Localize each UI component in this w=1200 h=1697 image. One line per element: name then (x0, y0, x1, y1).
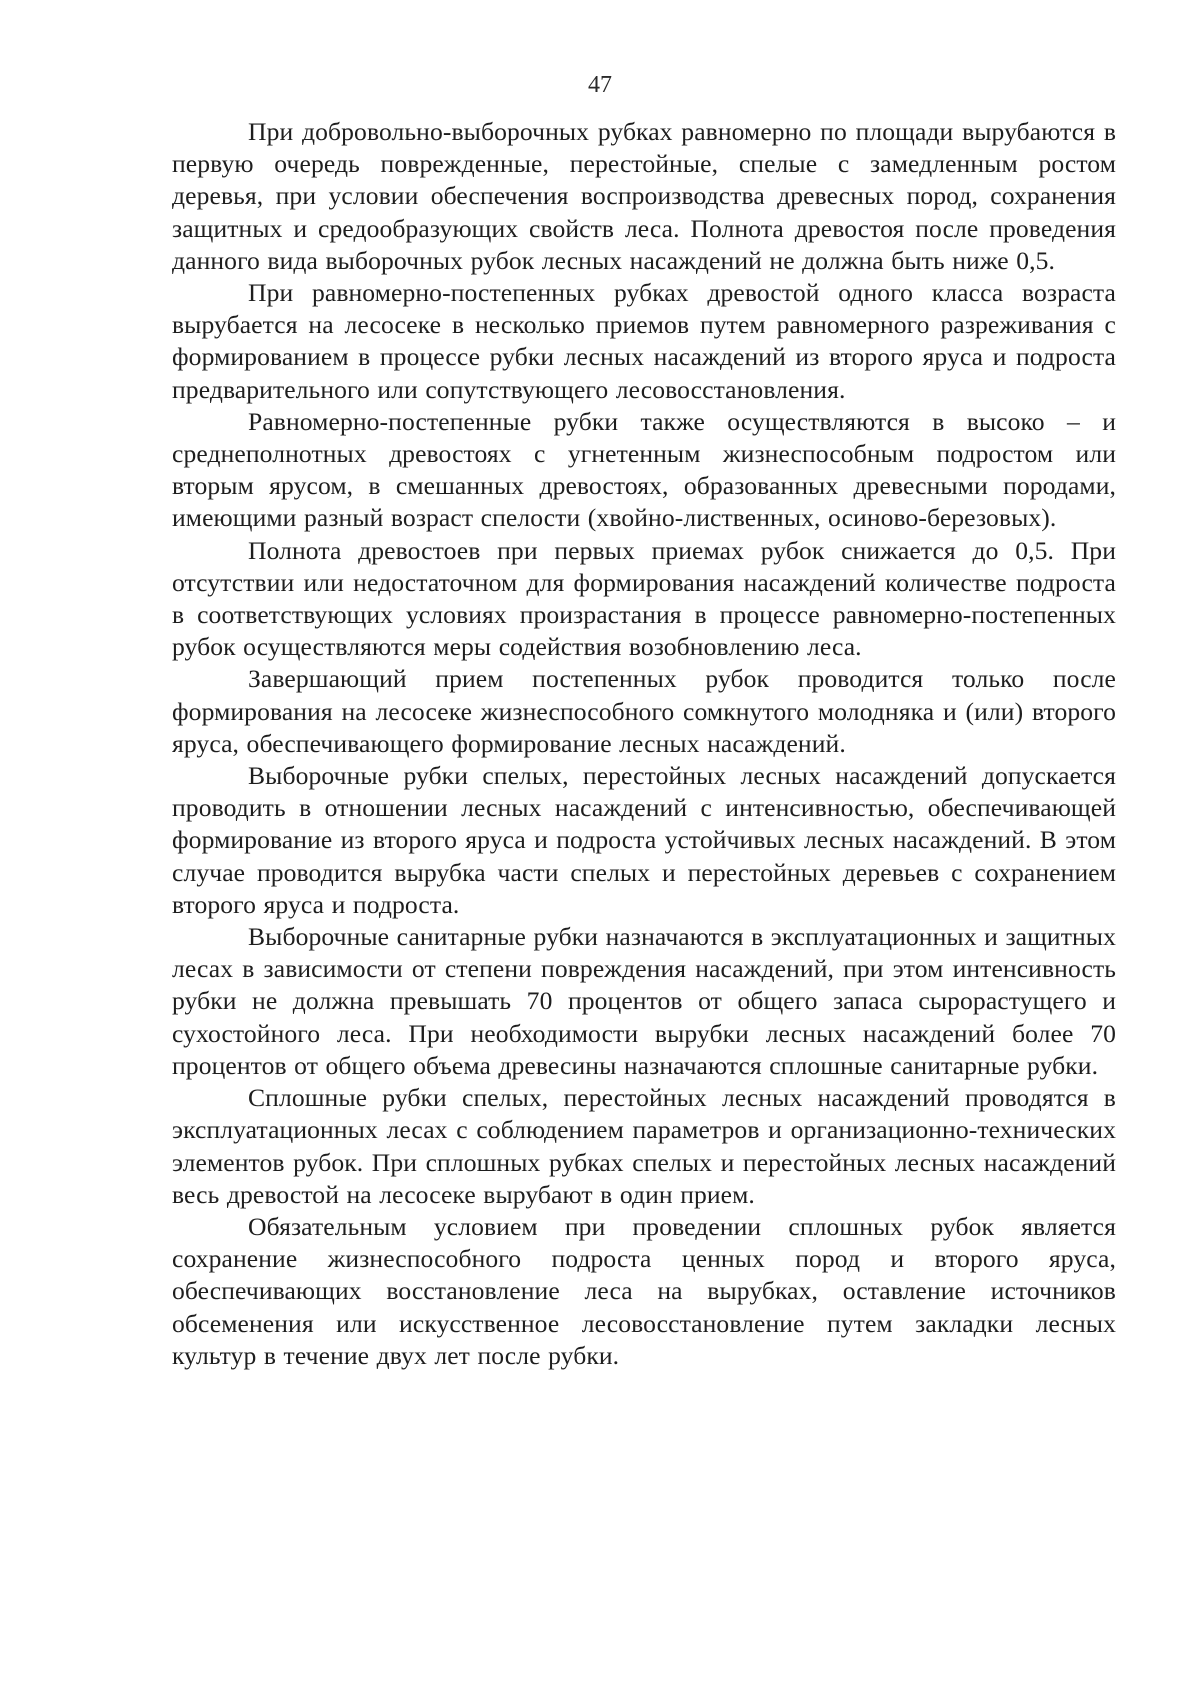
paragraph-5: Завершающий прием постепенных рубок проводится только после формирования на лесосеке жизнеспособного сомкнутого молодняка и (или) второго яруса, обеспечивающего формирование лесных насаждений. (172, 664, 1116, 758)
document-body (172, 116, 1116, 1372)
page-number: 47 (588, 72, 612, 98)
paragraph-9: Обязательным условием при проведении сплошных рубок является сохранение жизнеспособного подроста ценных пород и второго яруса, обеспечивающих восстановление леса на вырубках, оставление источников обсеменения или искусственное лесовосстановление путем закладки лесных культур в течение двух лет после рубки. (172, 1211, 1116, 1370)
paragraph-3: Равномерно-постепенные рубки также осуществляются в высоко – и среднеполнотных древостоях с угнетенным жизнеспособным подростом или вторым ярусом, в смешанных древостоях, образованных древесными породами, имеющими разный возраст спелости (хвойно-лиственных, осиново-березовых). (172, 406, 1116, 533)
paragraph-6: Выборочные рубки спелых, перестойных лесных насаждений допускается проводить в отношении лесных насаждений с интенсивностью, обеспечивающей формирование из второго яруса и подроста устойчивых лесных насаждений. В этом случае проводится вырубка части спелых и перестойных деревьев с сохранением второго яруса и подроста. (172, 761, 1116, 919)
paragraph-8: Сплошные рубки спелых, перестойных лесных насаждений проводятся в эксплуатационных лесах с соблюдением параметров и организационно-технических элементов рубок. При сплошных рубках спелых и перестойных лесных насаждений весь древостой на лесосеке вырубают в один прием. (172, 1083, 1116, 1209)
paragraph-2: При равномерно-постепенных рубках древостой одного класса возраста вырубается на лесосеке в несколько приемов путем равномерного разреживания с формированием в процессе рубки лесных насаждений из второго яруса и подроста предварительного или сопутствующего лесовосстановления. (172, 278, 1116, 404)
paragraph-1: При добровольно-выборочных рубках равномерно по площади вырубаются в первую очередь поврежденные, перестойные, спелые с замедленным ростом деревья, при условии обеспечения воспроизводства древесных пород, сохранения защитных и средообразующих свойств леса. Полнота древостоя после проведения данного вида выборочных рубок лесных насаждений не должна быть ниже 0,5. (172, 117, 1116, 275)
paragraph-7: Выборочные санитарные рубки назначаются в эксплуатационных и защитных лесах в зависимости от степени повреждения насаждений, при этом интенсивность рубки не должна превышать 70 процентов от общего запаса сырорастущего и сухостойного леса. При необходимости вырубки лесных насаждений более 70 процентов от общего объема древесины назначаются сплошные санитарные рубки. (172, 922, 1116, 1080)
paragraph-4: Полнота древостоев при первых приемах рубок снижается до 0,5. При отсутствии или недостаточном для формирования насаждений количестве подроста в соответствующих условиях произрастания в процессе равномерно-постепенных рубок осуществляются меры содействия возобновлению леса. (172, 535, 1116, 662)
